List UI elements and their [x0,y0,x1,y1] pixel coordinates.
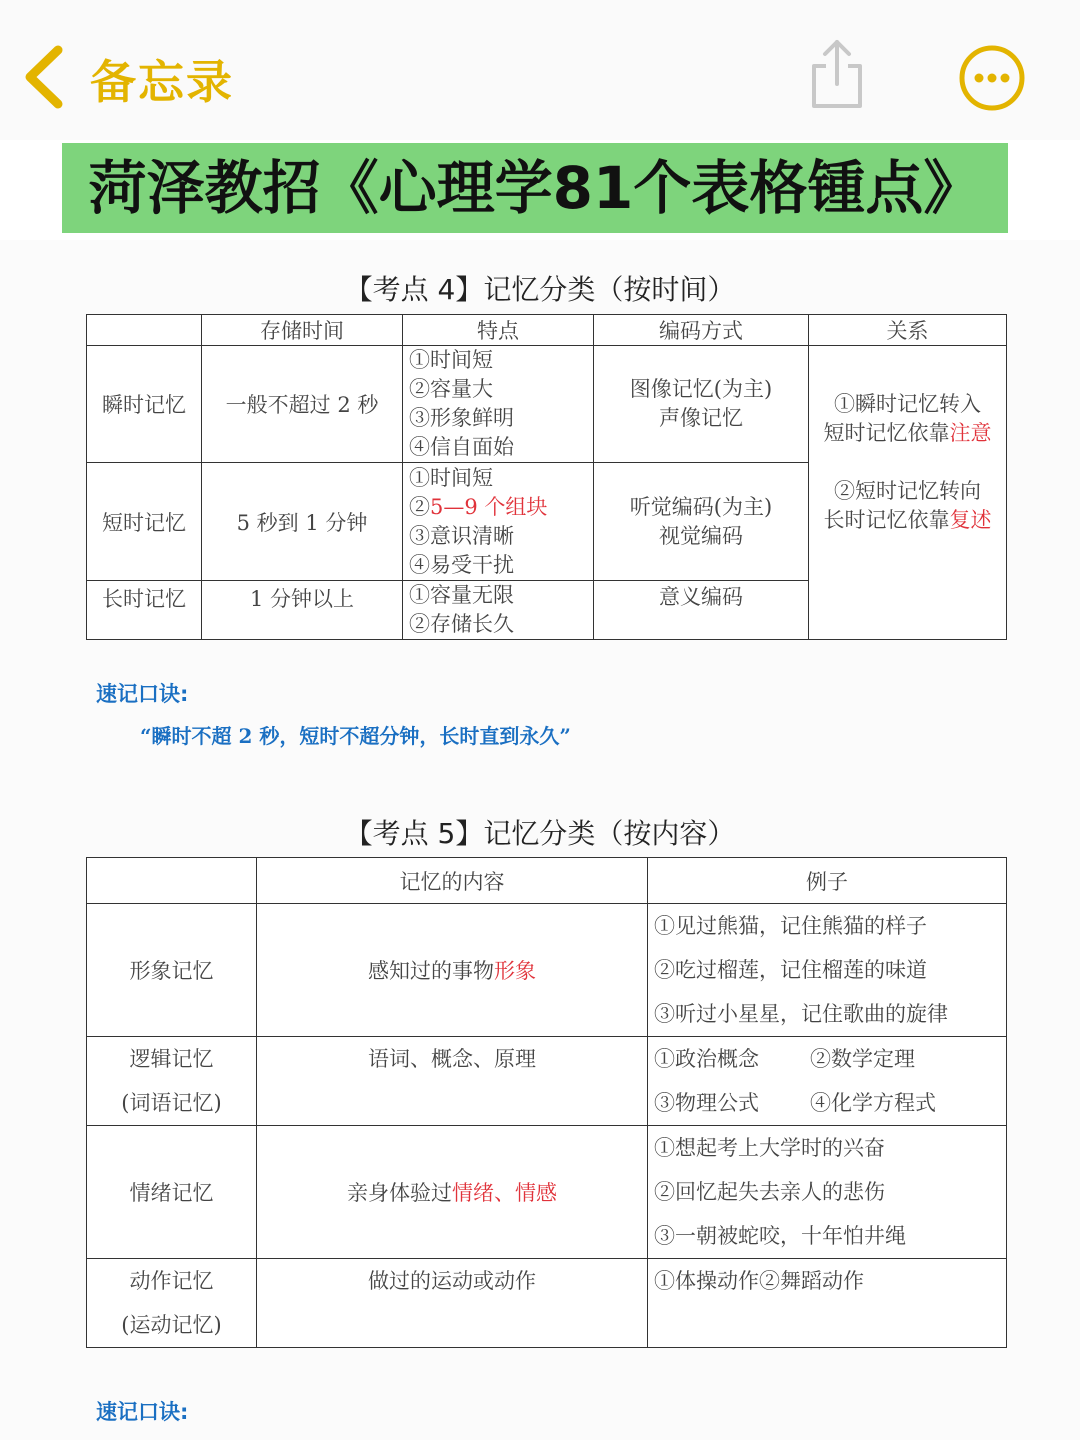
feature-item: ④易受干扰 [409,552,514,577]
feature-item: ③形象鲜明 [409,406,514,431]
mnemonic-label: 速记口诀: [96,682,189,706]
header-cell: 存储时间 [202,315,403,346]
features-cell [403,580,594,639]
relation-key: 注意 [949,421,992,446]
memory-type: 长时记忆 [87,580,202,639]
features-cell [403,463,594,580]
storage-duration: 1 分钟以上 [202,580,403,639]
encoding-item: 图像记忆(为主) [629,377,773,402]
header-cell: 例子 [648,858,1007,904]
relation-cell [809,346,1007,640]
section1-title: 【考点 4】记忆分类（按时间） [344,273,736,306]
mnemonic-label: 速记口诀: [96,1400,189,1424]
encoding-cell [594,463,809,580]
table-header-row [87,315,1007,346]
feature-item: ③意识清晰 [409,523,514,548]
header-cell: 关系 [809,315,1007,346]
encoding-cell [594,580,809,639]
memory-content-table [86,857,1007,1348]
example-item: ③听过小星星，记住歌曲的旋律 [654,1002,948,1026]
header-cell: 编码方式 [594,315,809,346]
chevron-left-icon[interactable] [20,44,68,110]
features-cell [403,346,594,463]
example-item: ①想起考上大学时的兴奋 [654,1136,885,1160]
share-icon[interactable] [806,36,868,112]
encoding-item: 听觉编码(为主) [629,494,773,519]
memory-content: 语词、概念、原理 [257,1037,648,1126]
table-row [87,904,1007,1037]
header-cell: 特点 [403,315,594,346]
relation-line: 短时记忆依靠注意 [823,421,992,446]
relation-key: 复述 [949,508,992,533]
memory-time-table [86,314,1007,640]
title-banner [62,143,1008,233]
example-item: ①政治概念 ②数学定理 [654,1047,915,1071]
memory-content: 做过的运动或动作 [257,1259,648,1348]
examples-cell [648,1259,1007,1348]
example-item: ①体操动作②舞蹈动作 [654,1269,864,1293]
memory-type: 逻辑记忆 (词语记忆) [87,1037,257,1126]
example-item: ③物理公式 ④化学方程式 [654,1091,936,1115]
relation-line: ②短时记忆转向 [834,479,981,504]
feature-item: ②5—9 个组块 [409,494,548,519]
memory-type: 形象记忆 [87,904,257,1037]
memory-type: 瞬时记忆 [87,346,202,463]
example-item: ②回忆起失去亲人的悲伤 [654,1180,885,1204]
example-item: ③一朝被蛇咬，十年怕井绳 [654,1224,906,1248]
content-key: 形象 [494,959,536,983]
table-header-row [87,858,1007,904]
header-cell: 记忆的内容 [257,858,648,904]
feature-item: ②存储长久 [409,611,514,636]
relation-line: ①瞬时记忆转入 [834,392,981,417]
content-key: 情绪、情感 [452,1181,557,1205]
more-icon[interactable] [958,44,1026,112]
feature-item: ①时间短 [409,348,493,373]
examples-cell [648,904,1007,1037]
section2-title: 【考点 5】记忆分类（按内容） [344,817,736,850]
examples-cell [648,1037,1007,1126]
encoding-item: 视觉编码 [659,523,743,548]
memory-content: 亲身体验过情绪、情感 [257,1126,648,1259]
memory-content: 感知过的事物形象 [257,904,648,1037]
memory-type: 动作记忆 (运动记忆) [87,1259,257,1348]
storage-duration: 一般不超过 2 秒 [202,346,403,463]
mnemonic-text: “瞬时不超 2 秒，短时不超分钟，长时直到永久” [140,724,571,748]
nav-bar [0,0,1080,140]
relation-line: 长时记忆依靠复述 [823,508,992,533]
feature-item: ④信自面始 [409,435,514,460]
banner-title: 菏泽教招《心理学81个表格锺点》 [88,154,982,222]
nav-title[interactable]: 备忘录 [90,55,234,109]
example-item: ②吃过榴莲，记住榴莲的味道 [654,958,927,982]
header-cell [87,315,202,346]
table-row [87,1037,1007,1126]
table-row [87,1126,1007,1259]
examples-cell [648,1126,1007,1259]
feature-item: ①容量无限 [409,582,514,607]
encoding-cell [594,346,809,463]
example-item: ①见过熊猫，记住熊猫的样子 [654,914,927,938]
encoding-item: 意义编码 [659,584,743,609]
table-row [87,346,1007,463]
storage-duration: 5 秒到 1 分钟 [202,463,403,580]
header-cell [87,858,257,904]
memory-type: 情绪记忆 [87,1126,257,1259]
table-row [87,1259,1007,1348]
memory-type: 短时记忆 [87,463,202,580]
feature-item: ②容量大 [409,377,493,402]
feature-item: ①时间短 [409,465,493,490]
encoding-item: 声像记忆 [659,406,743,431]
